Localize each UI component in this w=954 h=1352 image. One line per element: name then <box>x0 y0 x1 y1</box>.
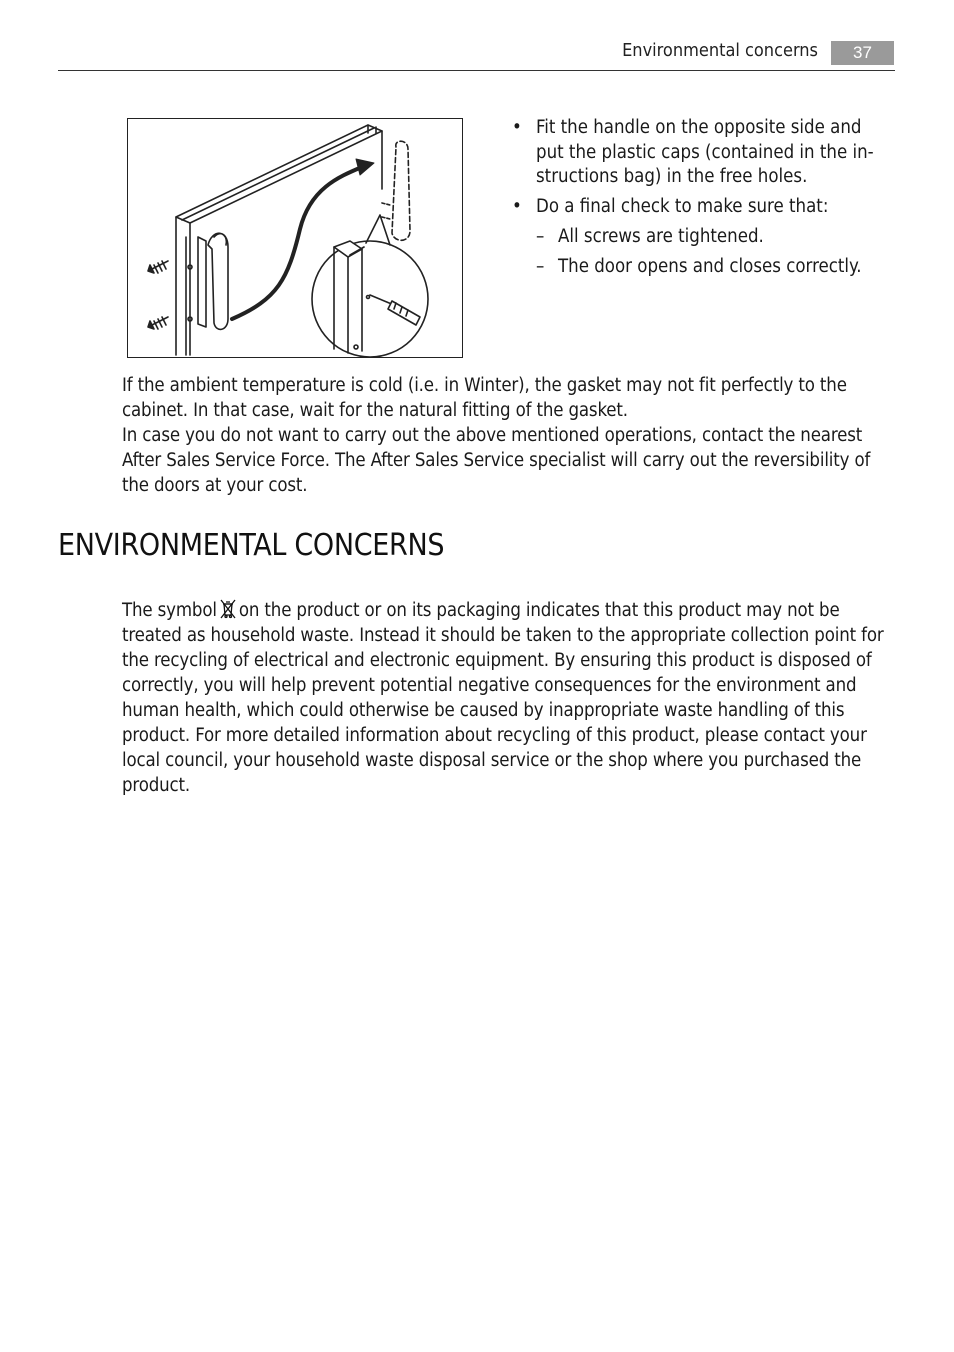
bullet-text: Do a final check to make sure that: <box>536 195 829 217</box>
bullet-text: Fit the handle on the opposite side and put the plastic caps (contained in the in-structions bag) in the free holes. <box>536 117 874 188</box>
dash-marker: – <box>536 255 545 277</box>
gasket-paragraph: If the ambient temperature is cold (i.e. in Winter), the gasket may not fit perfectly to the cabinet. In that case, wait for the natural fitting of the gasket. <box>122 375 847 421</box>
sub-item-text: The door opens and closes correctly. <box>558 255 862 277</box>
symbol-body-text: on the product or on its packaging indicates that this product may not be treated as household waste. Instead it should be taken to the appropriate collection point for the recycling of electrical and electronic equipment. By ensuring this product is disposed of correctly, you will help prevent potential negative consequences for the environment and human health, which could otherwise be caused by inappropriate waste handling of this product. For more detailed information about recycling of this product, please contact your local council, your household waste disposal service or the shop where you purchased the product. <box>122 600 884 796</box>
crossed-out-wheelie-bin-icon <box>220 599 236 619</box>
page-number-badge: 37 <box>831 41 894 65</box>
symbol-lead-text: The symbol <box>122 600 217 621</box>
magnifier-callout <box>312 215 428 357</box>
list-item <box>512 116 892 190</box>
list-item <box>536 255 892 280</box>
list-item <box>536 225 892 250</box>
dash-marker: – <box>536 226 545 248</box>
bullet-marker: • <box>512 195 522 217</box>
screw-icon <box>148 261 168 273</box>
list-item <box>512 195 892 280</box>
sub-item-text: All screws are tightened. <box>558 226 764 248</box>
service-paragraph: In case you do not want to carry out the above mentioned operations, contact the nearest After Sales Service Force. The After Sales Service specialist will carry out the reversibility of the doors at your cost. <box>122 425 871 496</box>
door-handle-illustration <box>127 118 463 358</box>
environment-paragraph <box>122 598 892 798</box>
instruction-list <box>512 116 892 285</box>
check-list <box>536 225 892 279</box>
header-section-title: Environmental concerns <box>622 40 818 61</box>
section-heading: ENVIRONMENTAL CONCERNS <box>58 528 445 563</box>
handle <box>188 233 228 329</box>
bullet-marker: • <box>512 117 522 138</box>
header-divider <box>58 70 895 71</box>
screw-icon <box>148 317 168 329</box>
